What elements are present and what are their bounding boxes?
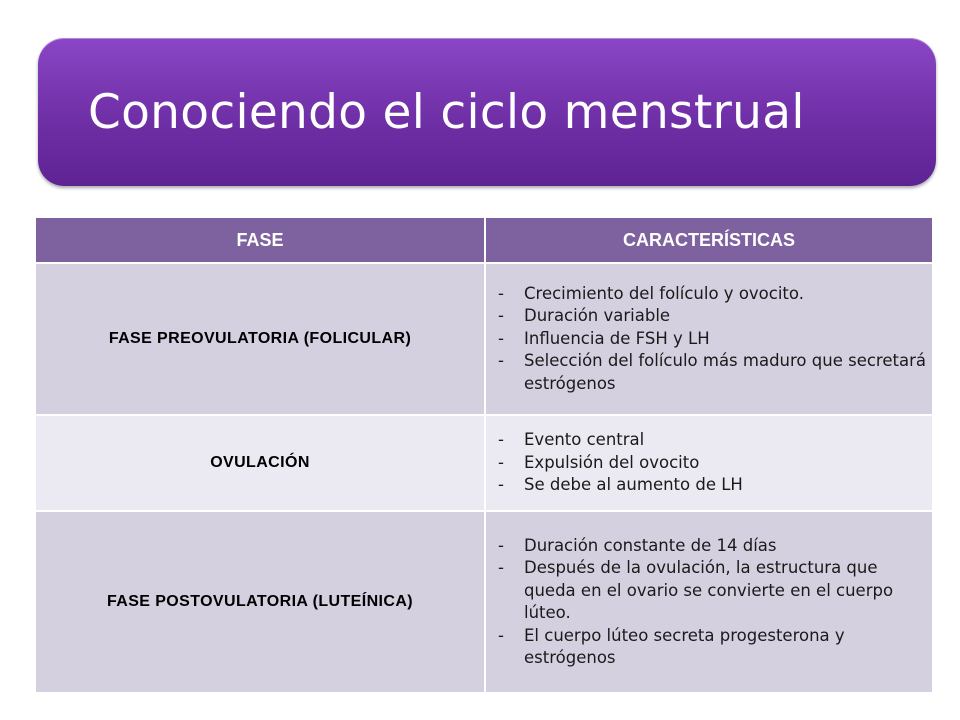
phase-name: OVULACIÓN	[35, 415, 485, 511]
list-item-text: Después de la ovulación, la estructura que queda en el ovario se convierte en el cuerpo lúteo.	[524, 558, 894, 622]
list-item: - Influencia de FSH y LH	[498, 328, 710, 348]
list-item-text: El cuerpo lúteo secreta progesterona y estrógenos	[524, 625, 845, 667]
list-item: - Expulsión del ovocito	[498, 452, 700, 472]
list-item-text: Crecimiento del folículo y ovocito.	[524, 283, 804, 303]
characteristics-list	[494, 535, 926, 670]
table-row	[35, 263, 933, 415]
list-item-text: Evento central	[524, 430, 645, 450]
header-caracteristicas: CARACTERÍSTICAS	[485, 217, 933, 263]
characteristics-cell	[485, 415, 933, 511]
list-item: - Crecimiento del folículo y ovocito.	[498, 283, 804, 303]
list-item: - Selección del folículo más maduro que secretará estrógenos	[498, 351, 926, 393]
list-item-text: Duración constante de 14 días	[524, 535, 777, 555]
list-item: - El cuerpo lúteo secreta progesterona y estrógenos	[498, 625, 845, 667]
list-item-text: Se debe al aumento de LH	[524, 475, 743, 495]
list-item: - Duración variable	[498, 306, 671, 326]
phase-table	[34, 216, 934, 694]
slide-title: Conociendo el ciclo menstrual	[88, 84, 805, 140]
list-item-text: Duración variable	[524, 306, 671, 326]
list-item: - Evento central	[498, 430, 645, 450]
list-item: - Duración constante de 14 días	[498, 535, 777, 555]
table-row	[35, 511, 933, 693]
table-row	[35, 415, 933, 511]
characteristics-list	[494, 429, 926, 497]
characteristics-cell	[485, 511, 933, 693]
header-fase: FASE	[35, 217, 485, 263]
list-item-text: Influencia de FSH y LH	[524, 328, 710, 348]
phase-name: FASE PREOVULATORIA (FOLICULAR)	[35, 263, 485, 415]
list-item-text: Selección del folículo más maduro que secretará estrógenos	[524, 351, 926, 393]
list-item-text: Expulsión del ovocito	[524, 452, 700, 472]
title-banner	[38, 38, 936, 186]
characteristics-cell	[485, 263, 933, 415]
list-item: - Después de la ovulación, la estructura que queda en el ovario se convierte en el cuerpo lúteo.	[498, 558, 894, 622]
phase-name: FASE POSTOVULATORIA (LUTEÍNICA)	[35, 511, 485, 693]
list-item: - Se debe al aumento de LH	[498, 475, 743, 495]
table-header-row	[35, 217, 933, 263]
characteristics-list	[494, 283, 926, 396]
